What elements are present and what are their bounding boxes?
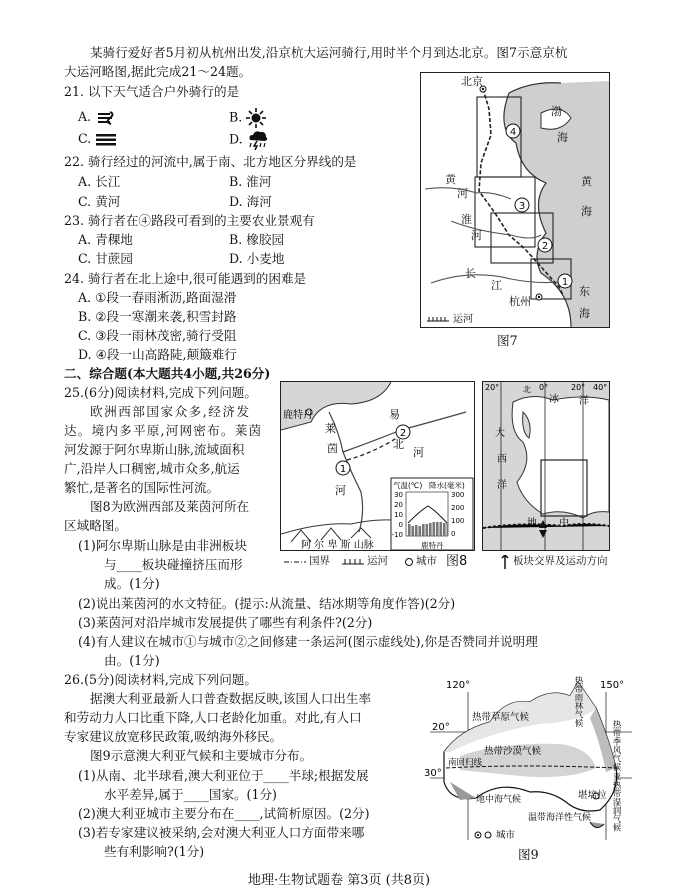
q25-sub-4a: (4)有人建议在城市①与城市②之间修建一条运河(图示虚线处),你是否赞同并说明理: [78, 634, 538, 649]
chart-y-30: 30: [394, 491, 403, 499]
q25-sub-1c: 成。(1分): [104, 576, 160, 591]
q22-option-d: D. 海河: [229, 194, 272, 209]
legend-canal-text: 运河: [367, 555, 388, 567]
label-donghai: 海: [579, 307, 590, 320]
figure-9-caption: 图9: [518, 847, 539, 862]
q25-heading: 25.(6分)阅读材料,完成下列问题。: [64, 385, 257, 400]
label-yang: 洋: [497, 480, 507, 491]
q25-sub-2: (2)说出莱茵河的水文特征。(提示:从流量、结冰期等角度作答)(2分): [78, 596, 456, 611]
q23-option-d: D. 小麦地: [229, 251, 285, 266]
label-lai: 莱: [325, 422, 336, 435]
chart-y-neg10: -10: [391, 531, 403, 539]
label-chang: 长: [465, 267, 476, 280]
label-humid: 亚热带湿润气候: [611, 772, 621, 832]
q25-sub-1b: 与____板块碰撞挤压而形: [104, 557, 243, 572]
q24-option-a: A. ①段一春雨淅沥,路面湿滑: [78, 290, 237, 305]
page-footer: 地理·生物试题卷 第3页 (共8页): [248, 873, 431, 888]
chart-r-0: 0: [451, 530, 456, 538]
chart-r-300: 300: [451, 491, 465, 499]
europe-map: [483, 382, 609, 550]
q24-option-b: B. ②段一寒潮来袭,积雪封路: [78, 309, 237, 324]
label-yellow-river: 黄: [445, 173, 456, 186]
q25-text-3: 河发源于阿尔卑斯山脉,流域面积: [64, 442, 245, 457]
q22-option-c: C. 黄河: [78, 194, 121, 209]
chart-r-100: 100: [451, 517, 465, 525]
label-rotterdam: 鹿特丹: [283, 410, 313, 421]
city-hangzhou: 杭州: [509, 295, 531, 308]
q26-sub-1b: 水平差异,属于____国家。(1分): [104, 787, 277, 802]
lon-0: 0°: [539, 383, 549, 392]
label-da: 大: [495, 428, 505, 439]
label-di: 地: [527, 518, 537, 529]
q26-sub-2: (2)澳大利亚城市主要分布在____,试简析原因。(2分): [78, 806, 370, 821]
city-legend-icon: [404, 557, 414, 567]
q26-sub-3b: 些有利影响?(1分): [104, 844, 205, 859]
lon-150: 150°: [600, 680, 625, 691]
lat-30: 30°: [424, 768, 442, 779]
figure-9-australia-map: [420, 672, 632, 844]
label-canberra: 堪培拉: [578, 790, 607, 801]
q25-sub-3: (3)莱茵河对沿岸城市发展提供了哪些有利条件?(2分): [78, 615, 373, 630]
figure-8-caption: 图8: [446, 554, 468, 569]
label-bei: 北: [393, 438, 404, 451]
q25-sub-1a: (1)阿尔卑斯山脉是由非洲板块: [78, 538, 247, 553]
section-2-heading: 二、综合题(本大题共4小题,共26分): [64, 366, 271, 381]
figure-8-legend: [284, 553, 614, 571]
q25-sub-4b: 由。(1分): [104, 653, 160, 668]
q21-option-d: D.: [229, 130, 269, 150]
label-desert: 热带沙漠气候: [484, 746, 542, 757]
label-zhong: 中: [559, 518, 569, 529]
label-yin: 茵: [327, 442, 338, 455]
q25-text-6: 图8为欧洲西部及莱茵河所在: [90, 499, 250, 514]
plate-legend-icon: [500, 555, 510, 569]
sun-icon: [246, 108, 266, 128]
legend-plate-text: 板块交界及运动方向: [513, 555, 608, 567]
q24-stem: 24. 骑行者在北上途中,很可能遇到的困难是: [64, 271, 307, 286]
q26-sub-1a: (1)从南、北半球看,澳大利亚位于____半球;根据发展: [78, 768, 369, 783]
q24-option-d: D. ④段一山高路陡,颠簸难行: [78, 347, 237, 362]
label-huai-2: 河: [471, 229, 482, 242]
label-huanghai: 海: [581, 205, 592, 218]
label-bo: 渤: [551, 105, 562, 118]
q21-option-c: C.: [78, 130, 117, 147]
label-bohai: 海: [557, 131, 568, 144]
label-yi: 易: [389, 408, 400, 421]
lat-20: 20°: [432, 722, 450, 733]
label-4: 4: [509, 127, 517, 138]
q23-stem: 23. 骑行者在④路段可看到的主要农业景观有: [64, 213, 315, 228]
q25-text-4: 广,沿岸人口稠密,城市众多,航运: [64, 461, 240, 476]
q22-option-b: B. 淮河: [229, 174, 272, 189]
label-1: 1: [561, 277, 569, 288]
lon-w20: 20°: [485, 383, 500, 392]
q23-option-c: C. 甘蔗园: [78, 251, 133, 266]
q22-stem: 22. 骑行经过的河流中,属于南、北方地区分界线的是: [64, 154, 357, 169]
figure-7-caption: 图7: [497, 333, 518, 348]
legend-border-text: 国界: [309, 555, 330, 567]
border-legend-icon: [284, 557, 306, 567]
intro-line-2: 大运河略图,据此完成21～24题。: [64, 64, 252, 79]
label-med: 地中海气候: [476, 795, 522, 805]
chart-y-20: 20: [394, 501, 403, 509]
q25-text-2: 达。境内多平原,河网密布。莱茵: [64, 423, 263, 438]
chart-rain-label: 降水(毫米): [429, 481, 465, 490]
lon-e20: 20°: [571, 383, 586, 392]
label-he: 河: [335, 484, 346, 497]
label-dong: 东: [579, 285, 590, 298]
label-alps: 阿 尔 卑 斯 山脉: [301, 540, 374, 550]
legend-canal: 运河: [453, 314, 473, 325]
q21-option-a: A.: [78, 108, 117, 127]
q25-text-1: 欧洲西部国家众多,经济发: [90, 404, 251, 419]
label-ocean: 洋: [579, 396, 589, 407]
label-ice: 冰: [549, 394, 559, 405]
australia-climate-map: [420, 672, 632, 844]
lon-e40: 40°: [593, 383, 608, 392]
chart-city-label: 鹿特丹: [421, 541, 444, 550]
rhine-map: [281, 382, 474, 550]
figure-8-rhine-map: [280, 381, 475, 551]
label-2: 2: [541, 241, 549, 252]
q24-option-c: C. ③段一雨林茂密,骑行受阻: [78, 328, 237, 343]
intro-line-1: 某骑行爱好者5月初从杭州出发,沿京杭大运河骑行,用时半个月到达北京。图7示意京杭: [90, 45, 568, 60]
q22-option-a: A. 长江: [78, 174, 121, 189]
city-1-label: 1: [339, 464, 347, 475]
label-yellow-river-2: 河: [457, 187, 468, 200]
figure-8-europe-map: [482, 381, 610, 551]
label-savanna: 热带草原气候: [472, 712, 530, 723]
label-north: 北: [523, 385, 531, 394]
city-beijing: 北京: [461, 75, 483, 88]
legend-city-text: 城市: [496, 830, 516, 841]
label-tropic: 南回归线: [448, 758, 483, 768]
lon-120: 120°: [446, 680, 471, 691]
q26-text-1: 据澳大利亚最新人口普查数据反映,该国人口出生率: [90, 691, 372, 706]
label-maritime: 温带海洋性气候: [528, 813, 592, 823]
q25-text-7: 区域略图。: [64, 518, 127, 533]
label-3: 3: [518, 201, 526, 212]
q26-text-2: 和劳动力人口比重下降,人口老龄化加重。对此,有人口: [64, 710, 362, 725]
q25-text-5: 繁忙,是著名的国际性河流。: [64, 480, 220, 495]
chart-temp-label: 气温(℃): [393, 481, 423, 490]
q26-text-4: 图9示意澳大利亚气候和主要城市分布。: [90, 748, 313, 763]
label-huai: 淮: [461, 213, 472, 226]
q21-option-b: B.: [229, 108, 266, 128]
chart-r-200: 200: [451, 504, 465, 512]
label-huang: 黄: [581, 175, 592, 188]
q26-text-3: 专家建议放宽移民政策,吸纳海外移民。: [64, 729, 283, 744]
legend-city-text: 城市: [416, 555, 437, 567]
chart-y-10: 10: [394, 511, 403, 519]
grand-canal-map: [421, 73, 609, 327]
thunderstorm-icon: [247, 130, 269, 150]
canal-legend-icon: [342, 556, 364, 566]
haze-icon: [95, 133, 117, 147]
label-rain: 热带雨林气候: [573, 676, 583, 727]
label-he2: 河: [413, 446, 424, 459]
label-monsoon: 热带季风气候: [611, 720, 621, 771]
q26-heading: 26.(5分)阅读材料,完成下列问题。: [64, 672, 257, 687]
sunny-windy-icon: [95, 109, 117, 127]
label-jiang: 江: [491, 279, 502, 292]
q23-option-b: B. 橡胶园: [229, 232, 285, 247]
chart-y-0: 0: [398, 521, 403, 529]
city-2-label: 2: [399, 428, 407, 439]
q26-sub-3a: (3)若专家建议被采纳,会对澳大利亚人口方面带来哪: [78, 825, 365, 840]
q21-stem: 21. 以下天气适合户外骑行的是: [64, 84, 240, 99]
label-xi: 西: [497, 454, 507, 465]
figure-7-map: [420, 72, 610, 328]
q23-option-a: A. 青稞地: [78, 232, 133, 247]
